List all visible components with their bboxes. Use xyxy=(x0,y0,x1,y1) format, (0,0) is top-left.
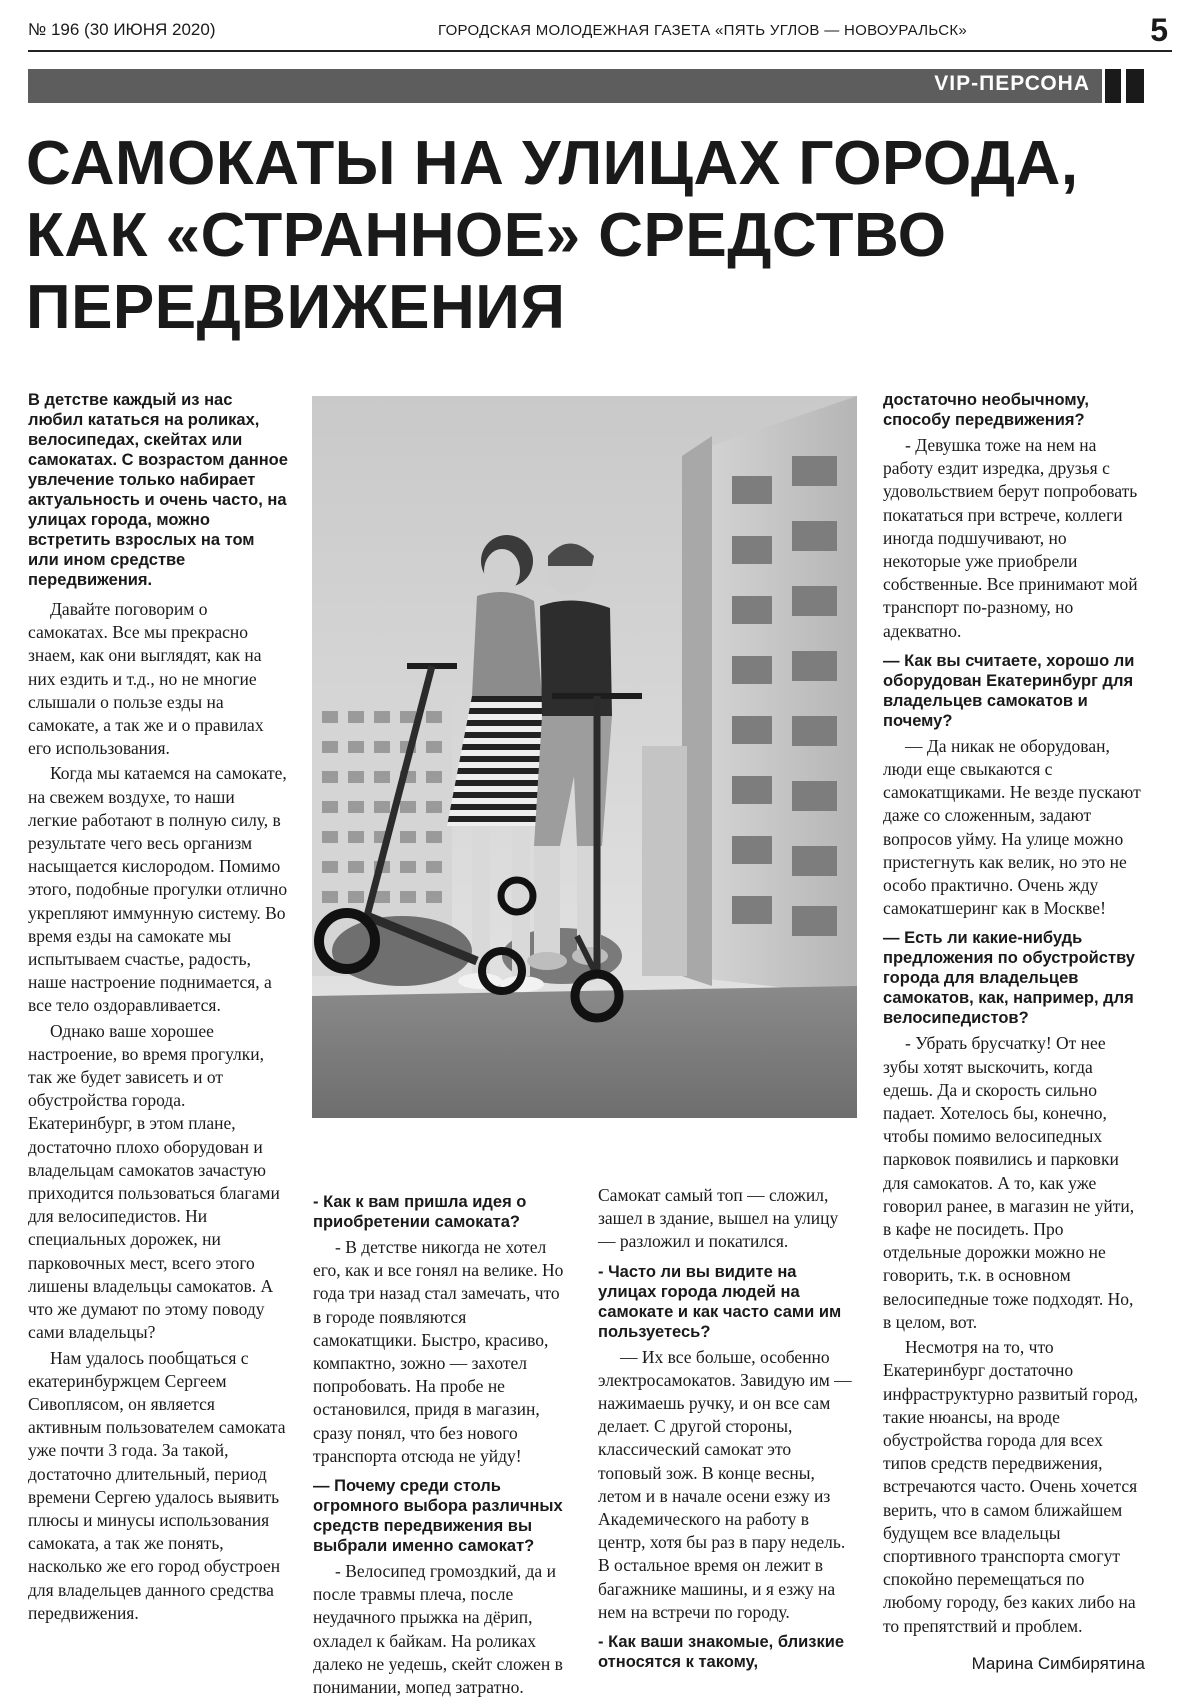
interview-question: - Как ваши знакомые, близкие относятся к такому, xyxy=(598,1633,845,1672)
column-3 xyxy=(598,1184,856,1676)
newspaper-name: ГОРОДСКАЯ МОЛОДЕЖНАЯ ГАЗЕТА «ПЯТЬ УГЛОВ — НОВОУРАЛЬСК» xyxy=(438,22,968,39)
column-4 xyxy=(883,390,1145,1677)
interview-question: — Как вы считаете, хорошо ли оборудован Екатеринбург для владельцев самокатов и почему? xyxy=(883,651,1135,730)
issue-number: № 196 (30 ИЮНЯ 2020) xyxy=(28,20,216,39)
interview-question: - Часто ли вы видите на улицах города людей на самокате и как часто сами им пользуетесь? xyxy=(598,1262,842,1341)
photo-couple-with-scooters-icon xyxy=(312,396,857,1118)
paragraph: Несмотря на то, что Екатеринбург достаточно инфраструктурно развитый город, такие нюансы, на вроде обустройства города для всех типов средств передвижения, встречаются часто. Очень хочется верить, что в самом ближайшем будущем все владельцы спортивного транспорта смогут спокойно перемещаться по любому городу, без каких либо на то препятствий и проблем. xyxy=(883,1337,1139,1636)
header-rule xyxy=(28,50,1172,52)
interview-answer: - Велосипед громоздкий, да и после травмы плеча, после неудачного прыжка на дёрип, охладел к байкам. На роликах далеко не уедешь, скейт сложен в понимании, мопед затратно. xyxy=(313,1561,563,1698)
article-headline xyxy=(26,128,1166,344)
interview-answer: — Их все больше, особенно электросамокатов. Завидую им — нажимаешь ручку, и он все сам делает. С другой стороны, классический самокат это топовый зож. В конце весны, летом и в начале осени езжу из Академического на работу в центр, хотя бы раз в пару недель. В остальное время он лежит в багажнике машины, и я езжу на нем на встречи по городу. xyxy=(598,1346,852,1622)
page-number: 5 xyxy=(1150,12,1168,48)
section-bar xyxy=(28,69,1102,103)
author-signature: Марина Симбирятина xyxy=(971,1653,1145,1673)
paragraph: Нам удалось пообщаться с екатеринбуржцем Сергеем Сивоплясом, он является активным пользователем самоката уже почти 3 года. За такой, достаточно длительный, период времени Сергею удалось выявить плюсы и минусы использования самоката, а так же понять, насколько же его город обустроен для владельцев данного средства передвижения. xyxy=(28,1347,286,1623)
page-header xyxy=(28,14,1172,50)
interview-question: — Есть ли какие-нибудь предложения по обустройству города для владельцев самокатов, как, например, для велосипедистов? xyxy=(883,929,1135,1028)
column-1 xyxy=(28,390,288,1627)
paragraph: Однако ваше хорошее настроение, во время прогулки, так же будет зависеть и от обустройства города. Екатеринбург, в этом плане, достаточно плохо оборудован и владельцам самокатов зачастую приходится пользоваться благами для велосипедистов. Ни специальных дорожек, ни парковочных мест, всего этого лишены владельцы самокатов. А что же думают по этому поводу сами владельцы? xyxy=(28,1020,280,1343)
section-bar-mark xyxy=(1126,69,1144,103)
article-lead: В детстве каждый из нас любил кататься на роликах, велосипедах, скейтах или самокатах. С возрастом данное увлечение только набирает актуальность и очень часто, на улицах города, можно встретить взрослых на том или ином средстве передвижения. xyxy=(28,391,288,589)
paragraph: Когда мы катаемся на самокате, на свежем воздухе, то наши легкие работают в полную силу, в результате чего весь организм насыщается кислородом. Помимо этого, подобные прогулки отлично укрепляют иммунную систему. Во время езды на самокате мы испытываем счастье, радость, наше настроение поднимается, а все тело оздоравливается. xyxy=(28,763,288,1016)
headline-line-3: ПЕРЕДВИЖЕНИЯ xyxy=(26,273,566,342)
interview-question: достаточно необычному, способу передвижения? xyxy=(883,391,1089,429)
interview-question: - Как к вам пришла идея о приобретении самоката? xyxy=(313,1193,527,1231)
interview-answer: Самокат самый топ — сложил, зашел в здание, вышел на улицу — разложил и покатился. xyxy=(598,1185,839,1252)
interview-question: — Почему среди столь огромного выбора различных средств передвижения вы выбрали именно самокат? xyxy=(313,1477,563,1556)
section-label: VIP-ПЕРСОНА xyxy=(934,72,1090,95)
interview-answer: — Да никак не оборудован, люди еще свыкаются с самокатщиками. Не везде пускают даже со сложенным, задают вопросов уйму. На улице можно пристегнуть как велик, но это не особо практично. Очень жду самокатшеринг как в Москве! xyxy=(883,735,1141,919)
interview-answer: - В детстве никогда не хотел его, как и все гонял на велике. Но года три назад стал замечать, что в городе появляются самокатщики. Быстро, красиво, компактно, зожно — захотел попробовать. На пробе не остановился, придя в магазин, сразу понял, что без нового транспорта отсюда не уйду! xyxy=(313,1237,564,1466)
headline-line-1: САМОКАТЫ НА УЛИЦАХ ГОРОДА, xyxy=(26,129,1079,198)
article-photo xyxy=(312,396,857,1118)
section-bar-mark xyxy=(1105,69,1121,103)
interview-answer: - Девушка тоже на нем на работу ездит изредка, друзья с удовольствием берут попробовать покататься при встрече, коллеги иногда подшучивают, но некоторые уже приобрели собственные. Все принимают мой транспорт по-разному, но адекватно. xyxy=(883,435,1138,641)
paragraph: Давайте поговорим о самокатах. Все мы прекрасно знаем, как они выглядят, как на них ездить и т.д., но не многие слышали о пользе езды на самокате, а так же и о правилах его использования. xyxy=(28,599,264,759)
column-2 xyxy=(313,1184,571,1701)
interview-answer: - Убрать брусчатку! От нее зубы хотят выскочить, когда едешь. Да и скорость сильно падает. Хотелось бы, конечно, чтобы помимо велосипедных парковок появились и парковки для самокатов. А то, как уже говорил ранее, в магазин не уйти, в кафе не посидеть. Про отдельные дорожки можно не говорить, т.к. в основном велосипедные тоже подходят. Но, в целом, вот. xyxy=(883,1033,1135,1332)
headline-line-2: КАК «СТРАННОЕ» СРЕДСТВО xyxy=(26,201,947,270)
